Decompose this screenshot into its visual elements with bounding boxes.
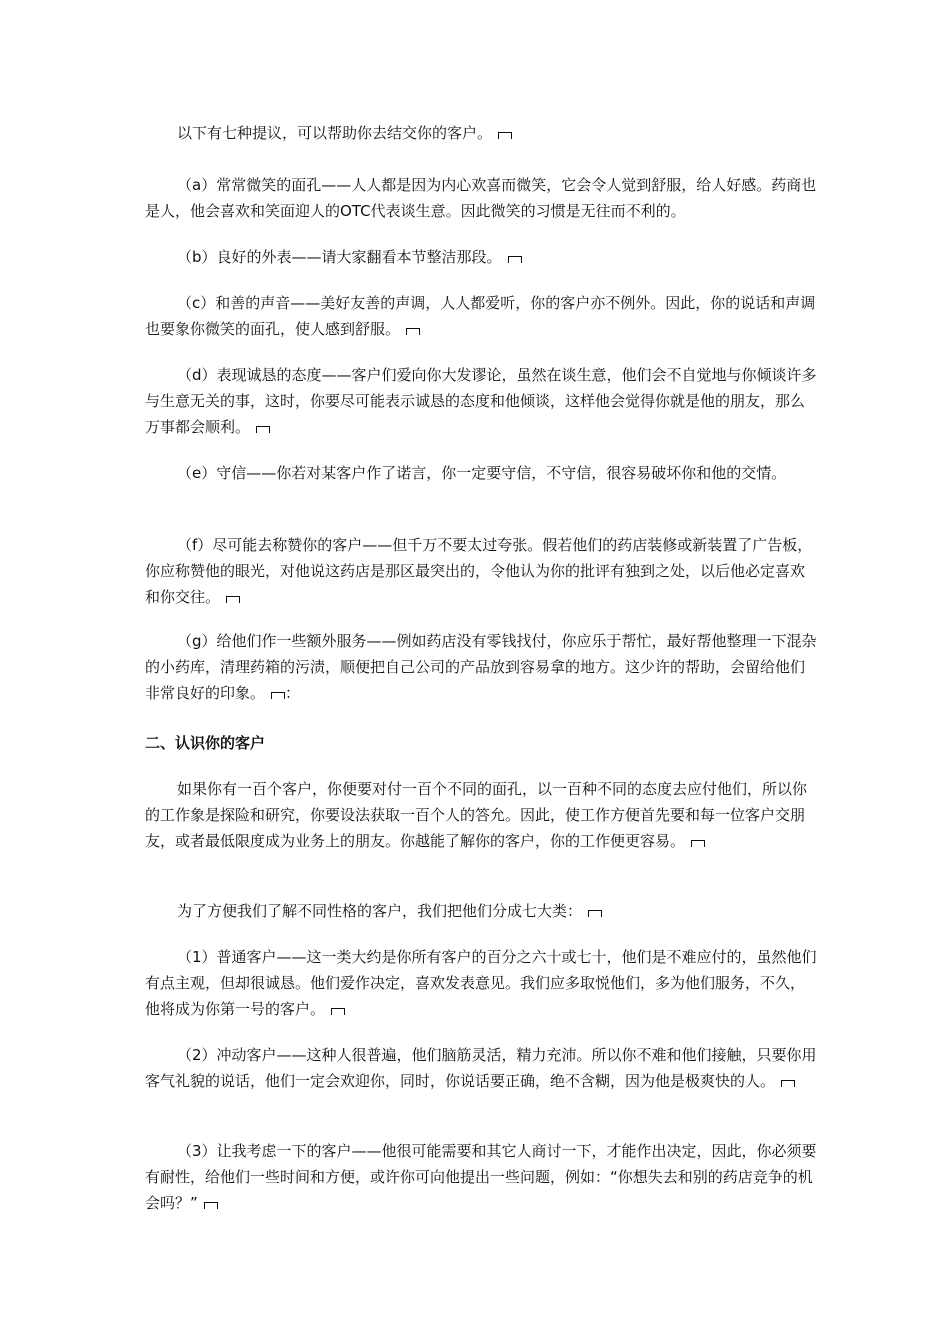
paragraph-know-customers: 如果你有一百个客户，你便要对付一百个不同的面孔，以一百种不同的态度去应付他们，所以你的工作象是探险和研究，你要设法获取一百个人的答允。因此，使工作方便首先要和每一位客户交朋友，或者最低限度成为业务上的朋友。你越能了解你的客户，你的工作便更容易。: [145, 780, 808, 850]
paragraph-type-2: （2）冲动客户——这种人很普遍，他们脑筋灵活，精力充沛。所以你不难和他们接触，只要你用客气礼貌的说话，他们一定会欢迎你，同时，你说话要正确，绝不含糊，因为他是极爽快的人。: [145, 1046, 817, 1090]
paragraph-d: （d）表现诚恳的态度——客户们爱向你大发谬论，虽然在谈生意，他们会不自觉地与你倾谈许多与生意无关的事，这时，你要尽可能表示诚恳的态度和他倾谈，这样他会觉得你就是他的朋友，那么万事都会顺利。: [145, 366, 817, 436]
return-mark-icon: [508, 256, 522, 263]
return-mark-icon: [331, 1008, 345, 1015]
paragraph-a: （a）常常微笑的面孔——人人都是因为内心欢喜而微笑，它会令人觉到舒服，给人好感。药商也是人，他会喜欢和笑面迎人的OTC代表谈生意。因此微笑的习惯是无往而不利的。: [145, 176, 817, 220]
paragraph-g: （g）给他们作一些额外服务——例如药店没有零钱找付，你应乐于帮忙，最好帮他整理一下混杂的小药库，清理药箱的污渍，顺便把自己公司的产品放到容易拿的地方。这少许的帮助，会留给他们非常良好的印象。 ：: [145, 632, 817, 702]
return-mark-icon: [226, 596, 240, 603]
return-mark-icon: [691, 840, 705, 847]
paragraph-type-3: （3）让我考虑一下的客户——他很可能需要和其它人商讨一下，才能作出决定，因此，你必须要有耐性，给他们一些时间和方便，或许你可向他提出一些问题，例如：“你想失去和别的药店竞争的机会吗？”: [145, 1142, 817, 1212]
return-mark-icon: [781, 1080, 795, 1087]
trailing-mark: ：: [285, 684, 301, 702]
return-mark-icon: [406, 328, 420, 335]
paragraph-c: （c）和善的声音——美好友善的声调，人人都爱听，你的客户亦不例外。因此，你的说话和声调也要象你微笑的面孔，使人感到舒服。: [145, 294, 816, 338]
return-mark-icon: [588, 910, 602, 917]
paragraph-b: （b）良好的外表——请大家翻看本节整洁那段。: [145, 244, 817, 270]
return-mark-icon: [204, 1202, 218, 1209]
paragraph-seven-types: 为了方便我们了解不同性格的客户，我们把他们分成七大类：: [145, 898, 817, 924]
paragraph-f: （f）尽可能去称赞你的客户——但千万不要太过夸张。假若他们的药店装修或新装置了广告板，你应称赞他的眼光，对他说这药店是那区最突出的，令他认为你的批评有独到之处，以后他必定喜欢和你交往。: [145, 536, 813, 606]
paragraph-intro: 以下有七种提议，可以帮助你去结交你的客户。: [145, 120, 817, 146]
section-heading: 二、认识你的客户: [145, 734, 266, 752]
paragraph-e: （e）守信——你若对某客户作了诺言，你一定要守信，不守信，很容易破坏你和他的交情。: [177, 464, 787, 482]
return-mark-icon: [498, 132, 512, 139]
return-mark-icon: [256, 426, 270, 433]
return-mark-icon: [271, 692, 285, 699]
paragraph-type-1: （1）普通客户——这一类大约是你所有客户的百分之六十或七十，他们是不难应付的，虽然他们有点主观，但却很诚恳。他们爱作决定，喜欢发表意见。我们应多取悦他们，多为他们服务，不久，他将成为你第一号的客户。: [145, 948, 817, 1018]
